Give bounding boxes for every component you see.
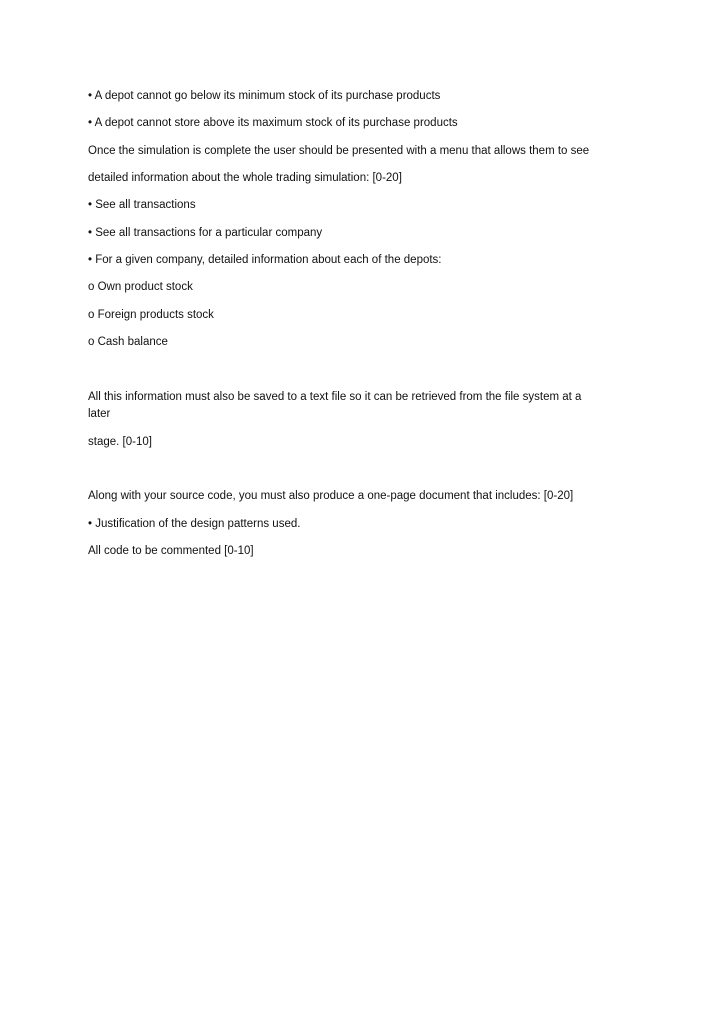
bullet-max-stock: • A depot cannot store above its maximum stock of its purchase products — [88, 117, 458, 129]
paragraph-save-line-1: All this information must also be saved to a text file so it can be retrieved from the file system at a — [88, 391, 582, 403]
subitem-cash-balance: o Cash balance — [88, 336, 168, 348]
subitem-foreign-stock: o Foreign products stock — [88, 309, 214, 321]
bullet-company-transactions: • See all transactions for a particular company — [88, 227, 323, 239]
bullet-all-transactions: • See all transactions — [88, 199, 196, 211]
bullet-depot-info: • For a given company, detailed information about each of the depots: — [88, 254, 442, 266]
bullet-min-stock: • A depot cannot go below its minimum stock of its purchase products — [88, 90, 441, 102]
paragraph-menu-line-1: Once the simulation is complete the user should be presented with a menu that allows them to see — [88, 145, 590, 157]
paragraph-save-line-3: stage. [0-10] — [88, 436, 152, 448]
paragraph-menu-line-2: detailed information about the whole trading simulation: [0-20] — [88, 172, 402, 184]
subitem-own-stock: o Own product stock — [88, 281, 193, 293]
bullet-design-patterns: • Justification of the design patterns used. — [88, 518, 301, 530]
paragraph-commented: All code to be commented [0-10] — [88, 545, 254, 557]
paragraph-save-line-2: later — [88, 408, 111, 420]
paragraph-source-code: Along with your source code, you must also produce a one-page document that includes: [0-20] — [88, 490, 574, 502]
